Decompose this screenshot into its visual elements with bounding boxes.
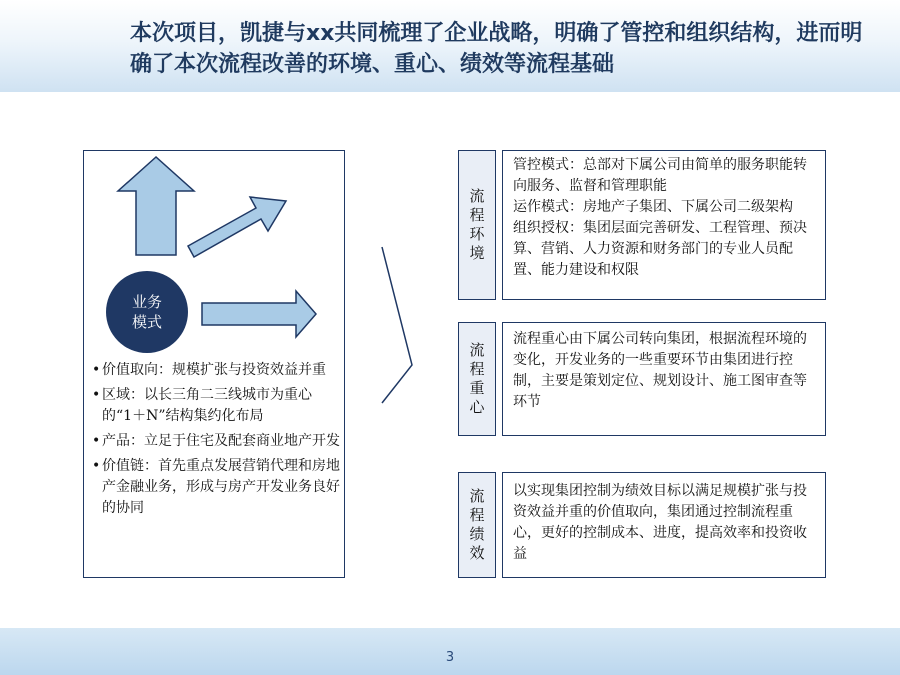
business-model-circle (106, 271, 188, 353)
diagonal-arrow-icon (188, 197, 286, 257)
environment-line-control-mode: 管控模式：总部对下属公司由简单的服务职能转向服务、监督和管理职能 (513, 157, 807, 194)
label-process-focus: 流程重心 (458, 322, 496, 436)
environment-line-authorization: 组织授权：集团层面完善研发、工程管理、预决算、营销、人力资源和财务部门的专业人员配置、能力建设和权限 (513, 220, 807, 278)
chevron-right-icon (380, 245, 416, 405)
business-model-bullets (92, 360, 340, 523)
focus-line: 流程重心由下属公司转向集团，根据流程环境的变化，开发业务的一些重要环节由集团进行控制，主要是策划定位、规划设计、施工图审查等环节 (513, 331, 807, 410)
box-process-focus (502, 322, 826, 436)
bullet-value-orientation: • 价值取向：规模扩张与投资效益并重 (92, 362, 326, 378)
box-process-environment (502, 150, 826, 300)
business-model-label: 业务模式 (131, 293, 162, 331)
page-number: 3 (445, 650, 455, 665)
bullet-product: • 产品：立足于住宅及配套商业地产开发 (92, 433, 340, 449)
up-arrow-icon (118, 157, 194, 255)
performance-line: 以实现集团控制为绩效目标以满足规模扩张与投资效益并重的价值取向，集团通过控制流程重心，更好的控制成本、进度，提高效率和投资收益 (513, 483, 807, 562)
business-model-panel (83, 150, 345, 578)
label-process-environment: 流程环境 (458, 150, 496, 300)
right-arrow-icon (202, 291, 316, 337)
label-process-performance: 流程绩效 (458, 472, 496, 578)
slide-title: 本次项目，凯捷与xx共同梳理了企业战略，明确了管控和组织结构，进而明确了本次流程改善的环境、重心、绩效等流程基础 (130, 21, 863, 77)
box-process-performance (502, 472, 826, 578)
bullet-value-chain: • 价值链：首先重点发展营销代理和房地产金融业务，形成与房产开发业务良好的协同 (92, 458, 340, 516)
environment-line-operation-mode: 运作模式：房地产子集团、下属公司二级架构 (513, 199, 793, 215)
bullet-region: • 区域：以长三角二三线城市为重心的“1＋N”结构集约化布局 (92, 387, 312, 424)
